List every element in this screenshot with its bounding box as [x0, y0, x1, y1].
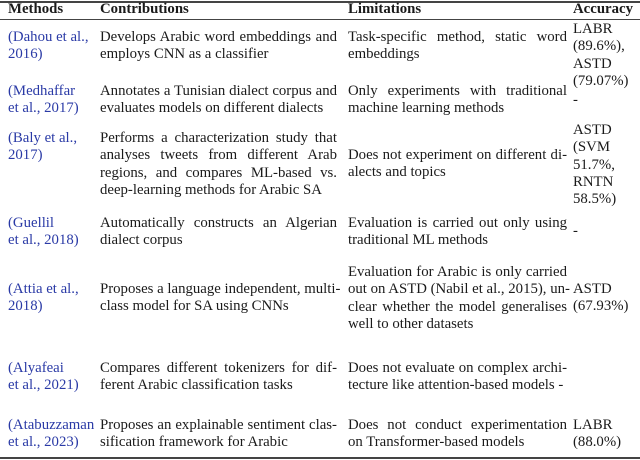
- citation-link[interactable]: (Guellil: [8, 215, 55, 231]
- accuracy-cell: [573, 417, 637, 452]
- accuracy-line: (89.6%),: [573, 38, 625, 55]
- methods-cell: [8, 417, 96, 452]
- limitations-line: embeddings: [348, 46, 420, 63]
- accuracy-line: ASTD: [573, 281, 612, 297]
- contributions-cell: [100, 29, 337, 64]
- limitations-line: Does not conduct experimentation: [348, 417, 567, 433]
- accuracy-cell: [573, 281, 637, 316]
- methods-cell: [8, 215, 96, 250]
- contributions-cell: [100, 281, 341, 316]
- citation-link[interactable]: (Alyafeai: [8, 360, 64, 376]
- contributions-cell: [100, 215, 337, 250]
- citation-link[interactable]: et al., 2018): [8, 232, 79, 249]
- contributions-cell: [100, 360, 337, 395]
- limitations-line: tecture like attention-based models -: [348, 377, 564, 394]
- contributions-line: Annotates a Tunisian dialect corpus and: [100, 83, 337, 99]
- contributions-line: sification framework for Arabic: [100, 434, 288, 451]
- limitations-line: Evaluation for Arabic is only carried: [348, 264, 567, 280]
- methods-cell: [8, 83, 96, 118]
- citation-link[interactable]: (Medhaffar: [8, 83, 76, 99]
- citation-link[interactable]: et al., 2021): [8, 377, 79, 394]
- limitations-line: Does not experiment on different di-: [348, 147, 567, 163]
- contributions-line: analyses tweets from different Arab: [100, 147, 337, 164]
- contributions-line: Develops Arabic word embeddings and: [100, 29, 337, 45]
- limitations-line: on Transformer-based models: [348, 434, 525, 451]
- contributions-line: deep-learning methods for Arabic SA: [100, 181, 322, 198]
- methods-cell: [8, 281, 96, 316]
- contributions-line: Compares different tokenizers for dif-: [100, 360, 337, 376]
- methods-cell: [8, 29, 96, 64]
- contributions-line: Proposes a language independent, multi-: [100, 281, 341, 297]
- limitations-line: Only experiments with traditional: [348, 83, 567, 99]
- accuracy-cell: [573, 21, 637, 90]
- limitations-cell: [348, 264, 570, 333]
- methods-cell: [8, 360, 96, 395]
- header-accuracy: Accuracy: [573, 1, 633, 17]
- limitations-line: Evaluation is carried out only using: [348, 215, 567, 231]
- contributions-line: regions, and compares ML-based vs.: [100, 164, 337, 181]
- accuracy-line: (79.07%): [573, 72, 629, 89]
- accuracy-line: ASTD: [573, 122, 612, 138]
- contributions-cell: [100, 83, 337, 118]
- header-contributions: Contributions: [100, 1, 189, 17]
- citation-link[interactable]: (Atabuzzaman: [8, 417, 95, 433]
- limitations-line: out on ASTD (Nabil et al., 2015), un-: [348, 281, 570, 298]
- contributions-line: employs CNN as a classifier: [100, 46, 269, 63]
- accuracy-line: 51.7%,: [573, 156, 615, 173]
- citation-link[interactable]: (Attia et al.,: [8, 281, 79, 297]
- limitations-line: traditional ML methods: [348, 232, 488, 249]
- citation-link[interactable]: 2018): [8, 298, 43, 315]
- accuracy-line: LABR: [573, 417, 613, 433]
- citation-link[interactable]: et al., 2017): [8, 100, 79, 117]
- contributions-line: class model for SA using CNNs: [100, 298, 289, 315]
- citation-link[interactable]: et al., 2023): [8, 434, 79, 451]
- limitations-line: well to other datasets: [348, 315, 474, 332]
- contributions-line: dialect corpus: [100, 232, 183, 249]
- limitations-cell: [348, 29, 567, 64]
- contributions-cell: [100, 417, 337, 452]
- methods-cell: [8, 130, 96, 165]
- accuracy-line: (88.0%): [573, 434, 622, 451]
- accuracy-line: ASTD: [573, 55, 612, 72]
- accuracy-line: (67.93%): [573, 298, 629, 315]
- contributions-cell: [100, 130, 337, 199]
- limitations-cell: [348, 147, 567, 182]
- bottom-rule: [0, 457, 640, 459]
- accuracy-line: 58.5%): [573, 191, 617, 208]
- limitations-cell: [348, 83, 567, 118]
- header-limitations: Limitations: [348, 1, 422, 17]
- citation-link[interactable]: (Baly et al.,: [8, 130, 78, 146]
- header-rule: [0, 19, 640, 20]
- contributions-line: Proposes an explainable sentiment clas-: [100, 417, 337, 433]
- contributions-line: ferent Arabic classification tasks: [100, 377, 293, 394]
- contributions-line: evaluates models on different dialects: [100, 100, 324, 117]
- contributions-line: Performs a characterization study that: [100, 130, 337, 146]
- limitations-line: alects and topics: [348, 164, 446, 181]
- limitations-line: Does not evaluate on complex archi-: [348, 360, 567, 376]
- limitations-line: Task-specific method, static word: [348, 29, 567, 45]
- accuracy-line: (SVM: [573, 139, 610, 156]
- contributions-line: Automatically constructs an Algerian: [100, 215, 337, 231]
- accuracy-cell: [573, 223, 637, 240]
- citation-link[interactable]: (Dahou et al.,: [8, 29, 89, 45]
- limitations-cell: [348, 360, 567, 395]
- accuracy-line: -: [573, 92, 578, 108]
- citation-link[interactable]: 2016): [8, 46, 43, 63]
- limitations-line: machine learning methods: [348, 100, 505, 117]
- accuracy-line: -: [573, 223, 578, 239]
- citation-link[interactable]: 2017): [8, 147, 43, 164]
- accuracy-cell: [573, 122, 637, 208]
- limitations-cell: [348, 215, 567, 250]
- header-methods: Methods: [8, 1, 64, 17]
- accuracy-cell: [573, 92, 637, 109]
- limitations-cell: [348, 417, 567, 452]
- accuracy-line: LABR: [573, 21, 613, 37]
- accuracy-line: RNTN: [573, 173, 614, 190]
- limitations-line: clear whether the model generalises: [348, 298, 567, 315]
